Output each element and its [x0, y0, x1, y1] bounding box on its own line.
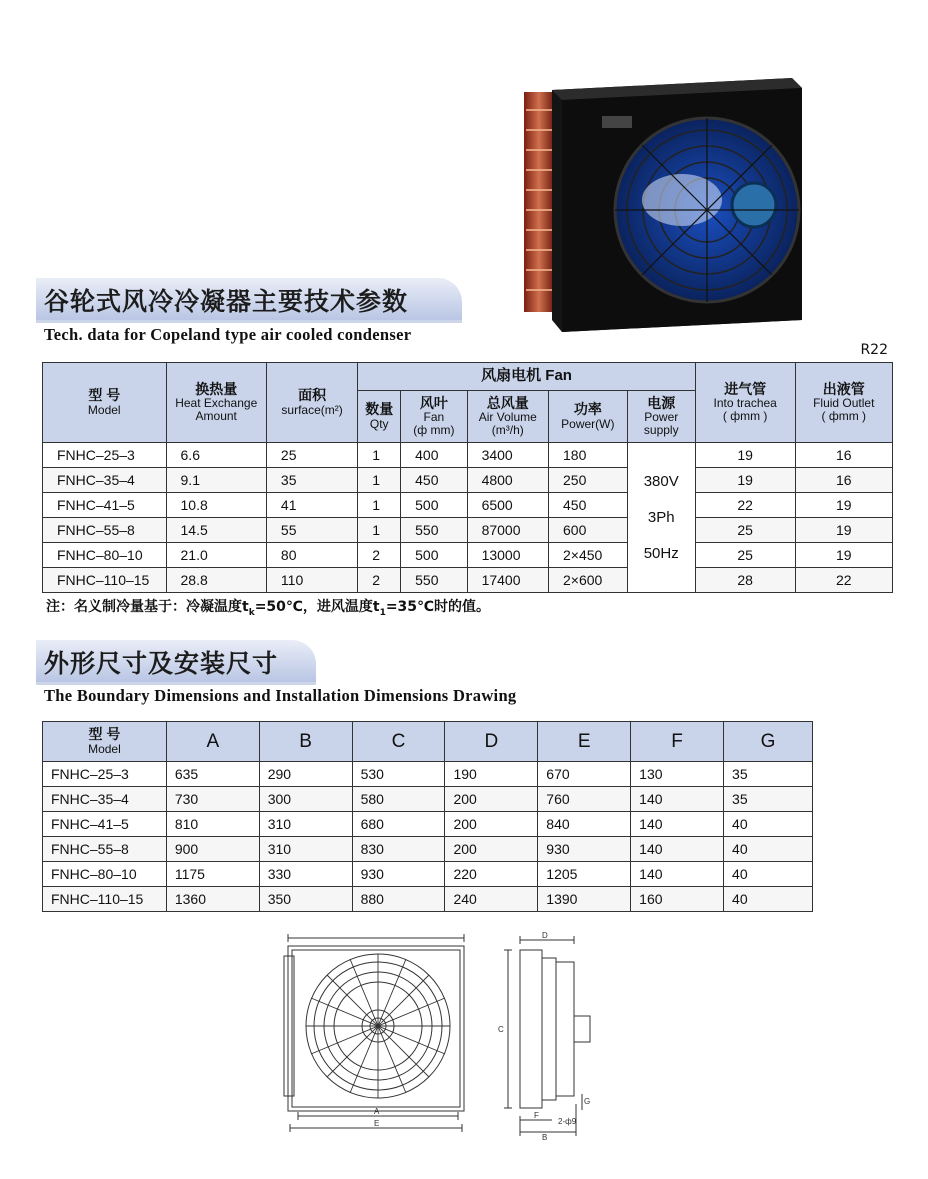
header-air-volume: 总风量 Air Volume (m³/h) [467, 391, 548, 443]
table-row: FNHC–80–10 21.0 80 2 500 13000 2×450 25 19 [43, 543, 893, 568]
header-qty: 数量 Qty [358, 391, 401, 443]
tech-data-table [42, 362, 893, 593]
header-power: 功率 Power(W) [549, 391, 628, 443]
header-inlet: 进气管 Into trachea ( фmm ) [695, 363, 795, 443]
drawing-label-f: F [534, 1111, 539, 1120]
header-power-supply: 电源 Power supply [627, 391, 695, 443]
drawing-label-b: B [542, 1133, 548, 1142]
drawing-label-c: C [498, 1025, 504, 1034]
header-surface: 面积 surface(m²) [266, 363, 357, 443]
section2-title-cn: 外形尺寸及安装尺寸 [44, 649, 279, 678]
condenser-product-photo [522, 70, 804, 332]
power-supply-cell: 380V 3Ph 50Hz [627, 443, 695, 593]
table-row: FNHC–55–8 14.5 55 1 550 87000 600 25 19 [43, 518, 893, 543]
table-row: FNHC–25–3 6.6 25 1 400 3400 180 380V 3Ph 50Hz 19 16 [43, 443, 893, 468]
dimensions-table [42, 721, 813, 912]
table-row: FNHC–110–15 1360 350 880 240 1390 160 40 [43, 887, 813, 912]
header-fan-blade: 风叶 Fan (ф mm) [401, 391, 467, 443]
table-row: FNHC–41–5 10.8 41 1 500 6500 450 22 19 [43, 493, 893, 518]
refrigerant-label: R22 [860, 342, 888, 358]
table-row: FNHC–41–5 810 310 680 200 840 140 40 [43, 812, 813, 837]
dimension-drawing [276, 928, 616, 1143]
drawing-label-g: G [584, 1097, 591, 1106]
section2-title-en: The Boundary Dimensions and Installation Dimensions Drawing [44, 686, 517, 705]
dim-header-d: D [445, 722, 538, 762]
section2-banner [36, 640, 316, 682]
table-row: FNHC–110–15 28.8 110 2 550 17400 2×600 28 22 [43, 568, 893, 593]
table-row: FNHC–35–4 9.1 35 1 450 4800 250 19 16 [43, 468, 893, 493]
header-heat-exchange: 换热量 Heat Exchange Amount [166, 363, 266, 443]
header-model: 型 号 Model [43, 363, 167, 443]
section1-title-en: Tech. data for Copeland type air cooled condenser [44, 325, 412, 344]
dim-header-a: A [166, 722, 259, 762]
dim-header-e: E [538, 722, 631, 762]
drawing-label-holes: 2-ф9 [558, 1117, 577, 1126]
dim-header-c: C [352, 722, 445, 762]
header-fan-group: 风扇电机 Fan [358, 363, 696, 391]
drawing-label-d: D [542, 931, 548, 940]
dim-header-f: F [631, 722, 724, 762]
table-row: FNHC–55–8 900 310 830 200 930 140 40 [43, 837, 813, 862]
section1-title-cn: 谷轮式风冷冷凝器主要技术参数 [44, 287, 409, 316]
footnote: 注：名义制冷量基于：冷凝温度$t_k=50℃$，进风温度$t_1=35℃$时的值。 [46, 599, 490, 618]
table-row: FNHC–25–3 635 290 530 190 670 130 35 [43, 762, 813, 787]
dim-header-b: B [259, 722, 352, 762]
drawing-label-a: A [374, 1107, 380, 1116]
drawing-label-e: E [374, 1119, 380, 1128]
section1-banner [36, 278, 462, 320]
table-row: FNHC–35–4 730 300 580 200 760 140 35 [43, 787, 813, 812]
dim-header-model: 型 号 Model [43, 722, 167, 762]
header-outlet: 出液管 Fluid Outlet ( фmm ) [795, 363, 892, 443]
dim-header-g: G [724, 722, 813, 762]
table-row: FNHC–80–10 1175 330 930 220 1205 140 40 [43, 862, 813, 887]
